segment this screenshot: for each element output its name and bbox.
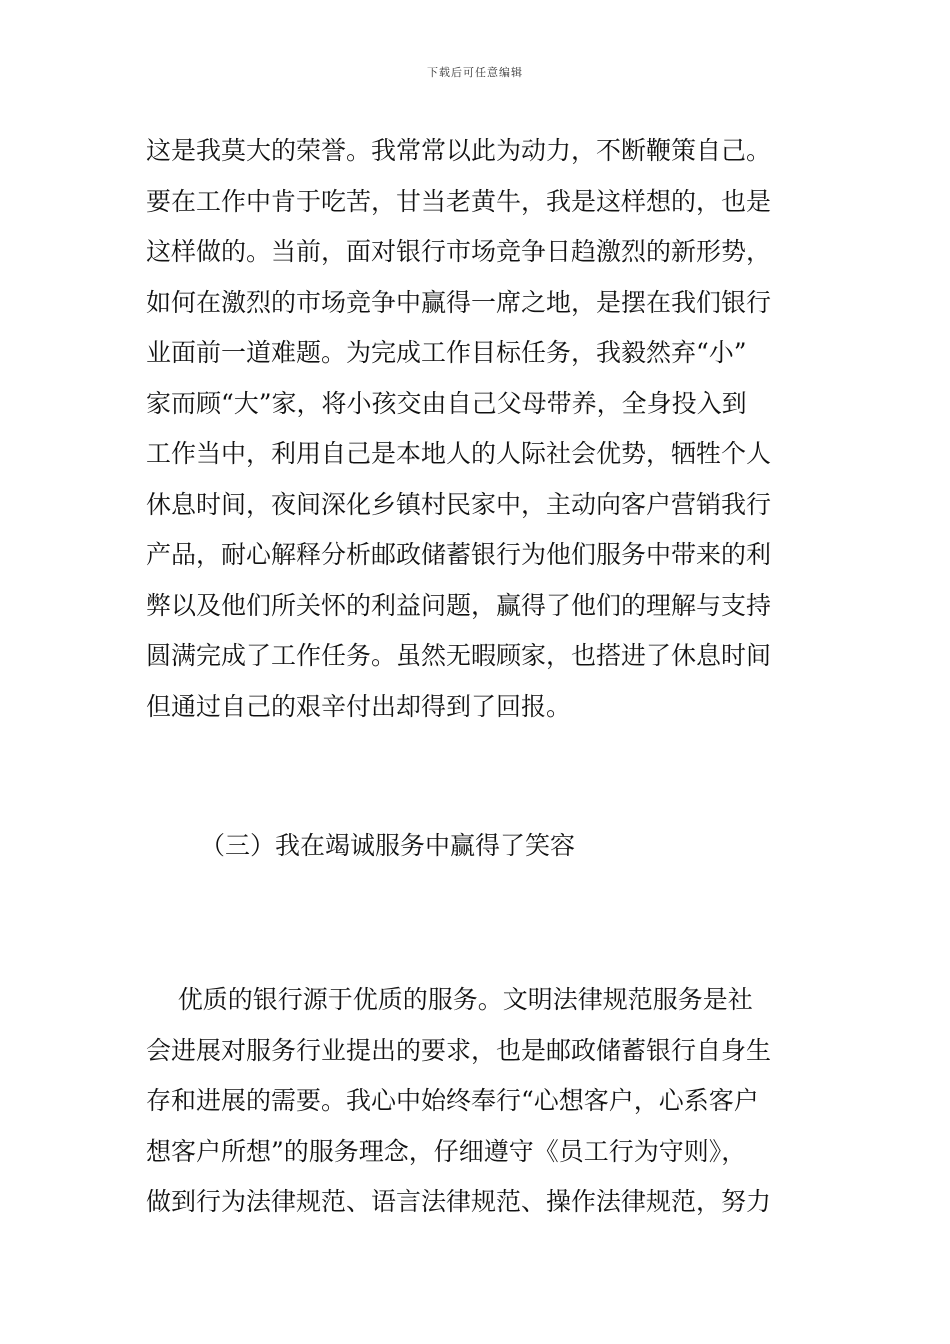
text-line: 存和进展的需要。我心中始终奉行“心想客户，心系客户 — [146, 1086, 759, 1115]
text-line: 家而顾“大”家，将小孩交由自己父母带养，全身投入到 — [146, 388, 747, 418]
text-line: 业面前一道难题。为完成工作目标任务，我毅然弃“小” — [146, 338, 747, 367]
text-line: 但通过自己的艰辛付出却得到了回报。 — [146, 691, 572, 721]
page-header: 下载后可任意编辑 — [427, 66, 523, 79]
text-line: 这是我莫大的荣誉。我常常以此为动力，不断鞭策自己。 — [146, 136, 772, 165]
text-line: 想客户所想”的服务理念，仔细遵守《员工行为守则》， — [146, 1136, 747, 1166]
text-line: 会进展对服务行业提出的要求，也是邮政储蓄银行自身生 — [146, 1035, 772, 1065]
text-line: 要在工作中肯于吃苦，甘当老黄牛，我是这样想的，也是 — [146, 186, 772, 216]
text-line: 产品，耐心解释分析邮政储蓄银行为他们服务中带来的利 — [146, 540, 772, 569]
text-line: 优质的银行源于优质的服务。文明法律规范服务是社 — [146, 985, 753, 1014]
text-line: 休息时间，夜间深化乡镇村民家中，主动向客户营销我行 — [146, 489, 772, 519]
text-line: 这样做的。当前，面对银行市场竞争日趋激烈的新形势， — [146, 237, 772, 266]
body-paragraph-1 — [146, 126, 806, 732]
text-line: 工作当中，利用自己是本地人的人际社会优势，牺牲个人 — [146, 439, 772, 468]
text-line: 如何在激烈的市场竞争中赢得一席之地，是摆在我们银行 — [146, 287, 772, 317]
text-line: 做到行为法律规范、语言法律规范、操作法律规范，努力 — [146, 1187, 772, 1216]
body-paragraph-2 — [146, 975, 806, 1228]
section-heading: （三）我在竭诚服务中赢得了笑容 — [200, 831, 576, 860]
text-line: 圆满完成了工作任务。虽然无暇顾家，也搭进了休息时间 — [146, 641, 772, 670]
text-line: 弊以及他们所关怀的利益问题，赢得了他们的理解与支持 — [146, 590, 772, 620]
